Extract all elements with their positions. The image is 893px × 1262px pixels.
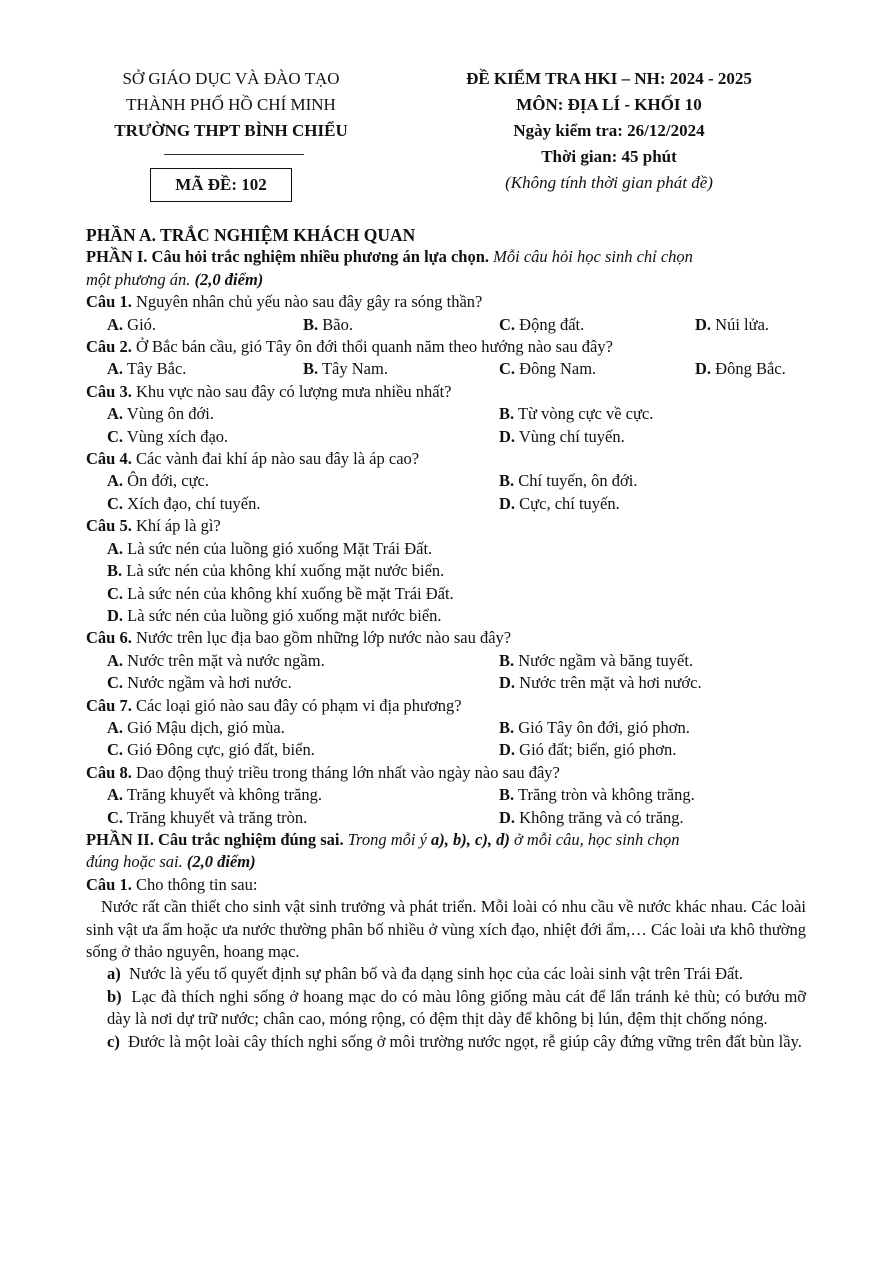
option-text: Xích đạo, chí tuyến. — [127, 493, 261, 513]
question-text: Các vành đai khí áp nào sau đây là áp cao? — [135, 449, 420, 469]
city-name: THÀNH PHỐ HỒ CHÍ MINH — [126, 95, 336, 114]
option-key: A. — [107, 785, 124, 805]
option-text: Đông Nam. — [519, 359, 597, 379]
part2-question-1 — [86, 874, 806, 896]
question-label: Câu 2. — [86, 337, 132, 357]
exam-code-box: MÃ ĐỀ: 102 — [150, 168, 292, 202]
option-key: D. — [499, 426, 516, 446]
option-key: B. — [303, 314, 319, 334]
question-text: Các loại gió nào sau đây có phạm vi địa phương? — [135, 695, 462, 715]
option-text: Gió Mậu dịch, gió mùa. — [127, 717, 285, 737]
option-key: A. — [107, 717, 124, 737]
exam-date: Ngày kiểm tra: 26/12/2024 — [513, 121, 705, 140]
answer-options-row — [86, 672, 806, 694]
option-key: C. — [107, 740, 124, 760]
question-stem — [86, 627, 806, 649]
answer-options-row — [86, 358, 806, 380]
option-key: B. — [107, 561, 123, 581]
answer-options-row — [86, 403, 806, 425]
question-label: Câu 7. — [86, 695, 132, 715]
answer-option — [107, 470, 499, 492]
statement-text: Lạc đà thích nghi sống ở hoang mạc do có màu lông giống màu cát để lẩn tránh kẻ thù; có bướu mỡ dày là nơi dự trữ nước; chân cao, móng rộng, có đệm thịt dày để không bị lún, đệm thịt chống nóng. — [107, 986, 806, 1029]
statement-text: Nước là yếu tố quyết định sự phân bố và đa dạng sinh học của các loài sinh vật trên Trái Đất. — [129, 964, 744, 984]
option-text: Nước trên mặt và nước ngầm. — [127, 650, 325, 670]
question-text: Khí áp là gì? — [135, 516, 221, 536]
statement-key: b) — [107, 986, 122, 1006]
part2-heading — [86, 829, 806, 851]
exam-body — [86, 224, 806, 1053]
question-stem — [86, 291, 806, 313]
department-name: SỞ GIÁO DỤC VÀ ĐÀO TẠO — [122, 69, 340, 88]
option-key: A. — [107, 538, 124, 558]
answer-option — [107, 539, 432, 558]
option-key: C. — [107, 583, 124, 603]
statement-list — [86, 963, 806, 1053]
option-key: B. — [499, 650, 515, 670]
part2-title: PHẦN II. Câu trắc nghiệm đúng sai. — [86, 829, 344, 849]
answer-option — [499, 403, 653, 425]
statement-item — [86, 1031, 806, 1053]
question-text: Dao động thuỷ triều trong tháng lớn nhất vào ngày nào sau đây? — [135, 762, 560, 782]
answer-option — [499, 807, 684, 829]
answer-option — [499, 314, 695, 336]
option-key: D. — [499, 807, 516, 827]
question-text: Khu vực nào sau đây có lượng mưa nhiều nhất? — [135, 381, 452, 401]
option-text: Núi lửa. — [715, 314, 770, 334]
question-stem — [86, 515, 806, 537]
option-key: D. — [695, 359, 712, 379]
exam-duration: Thời gian: 45 phút — [541, 147, 677, 166]
part1-heading — [86, 246, 806, 268]
answer-options-row — [86, 538, 806, 560]
option-text: Không trăng và có trăng. — [519, 807, 684, 827]
question-text: Nguyên nhân chủ yếu nào sau đây gây ra sóng thần? — [135, 292, 483, 312]
option-key: B. — [499, 785, 515, 805]
question-label: Câu 5. — [86, 516, 132, 536]
option-text: Ôn đới, cực. — [127, 471, 209, 491]
answer-option — [499, 672, 702, 694]
answer-option — [499, 493, 620, 515]
answer-option — [499, 470, 637, 492]
option-key: A. — [107, 359, 124, 379]
option-text: Vùng ôn đới. — [126, 404, 214, 424]
option-key: D. — [695, 314, 712, 334]
option-text: Gió Đông cực, gió đất, biển. — [127, 740, 315, 760]
question-label: Câu 1. — [86, 292, 132, 312]
option-text: Nước trên mặt và hơi nước. — [519, 673, 702, 693]
option-key: D. — [499, 493, 516, 513]
option-key: C. — [107, 426, 124, 446]
statement-key: a) — [107, 964, 121, 984]
option-text: Trăng khuyết và không trăng. — [126, 785, 322, 805]
part2-instruction-cont: đúng hoặc sai. — [86, 852, 183, 872]
answer-options-row — [86, 470, 806, 492]
option-text: Bão. — [322, 314, 353, 334]
option-key: D. — [107, 605, 124, 625]
part2-instruction-tail: ở mỗi câu, học sinh chọn — [513, 829, 680, 849]
answer-option — [107, 561, 444, 580]
option-text: Là sức nén của luồng gió xuống Mặt Trái Đất. — [127, 538, 433, 558]
option-text: Cực, chí tuyến. — [519, 493, 620, 513]
answer-options-row — [86, 583, 806, 605]
option-text: Gió đất; biển, gió phơn. — [519, 740, 677, 760]
option-key: D. — [499, 740, 516, 760]
question-stem — [86, 762, 806, 784]
part1-points: (2,0 điểm) — [194, 269, 264, 289]
answer-options-row — [86, 314, 806, 336]
answer-option — [107, 717, 499, 739]
option-text: Trăng tròn và không trăng. — [517, 785, 695, 805]
part2-points: (2,0 điểm) — [186, 852, 256, 872]
option-key: C. — [107, 673, 124, 693]
answer-option — [107, 584, 454, 603]
option-text: Nước ngầm và băng tuyết. — [518, 650, 694, 670]
part2-item-letters: a), b), c), d) — [431, 829, 510, 849]
question-text: Nước trên lục địa bao gồm những lớp nước nào sau đây? — [135, 628, 512, 648]
answer-option — [499, 739, 676, 761]
answer-option — [107, 606, 442, 625]
question-label: Câu 3. — [86, 381, 132, 401]
option-key: A. — [107, 404, 124, 424]
statement-item — [86, 986, 806, 1031]
part1-instruction-cont: một phương án. — [86, 269, 191, 289]
header-divider — [164, 154, 304, 155]
answer-option — [499, 784, 695, 806]
answer-option — [107, 314, 303, 336]
answer-options-row — [86, 784, 806, 806]
option-text: Tây Bắc. — [126, 359, 187, 379]
answer-options-row — [86, 560, 806, 582]
answer-options-row — [86, 807, 806, 829]
option-text: Là sức nén của không khí xuống bề mặt Trái Đất. — [127, 583, 454, 603]
answer-option — [107, 784, 499, 806]
issuer-header — [86, 66, 376, 144]
option-text: Là sức nén của không khí xuống mặt nước biển. — [126, 561, 445, 581]
answer-options-row — [86, 605, 806, 627]
question-text: Ở Bắc bán cầu, gió Tây ôn đới thổi quanh năm theo hướng nào sau đây? — [135, 337, 613, 357]
answer-option — [303, 314, 499, 336]
part2-heading-cont — [86, 851, 806, 873]
answer-options-row — [86, 493, 806, 515]
answer-option — [695, 358, 786, 380]
option-key: C. — [107, 493, 124, 513]
statement-item — [86, 963, 806, 985]
answer-options-row — [86, 717, 806, 739]
answer-option — [499, 717, 690, 739]
answer-option — [499, 426, 625, 448]
answer-option — [107, 807, 499, 829]
answer-options-row — [86, 739, 806, 761]
answer-option — [499, 650, 693, 672]
question-stem — [86, 381, 806, 403]
option-text: Tây Nam. — [321, 359, 388, 379]
option-key: B. — [499, 717, 515, 737]
part1-instruction: Mỗi câu hỏi học sinh chỉ chọn — [493, 247, 693, 267]
answer-option — [107, 493, 499, 515]
answer-option — [107, 650, 499, 672]
exam-header — [416, 66, 802, 196]
option-key: B. — [499, 471, 515, 491]
question-list — [86, 291, 806, 829]
part1-title: PHẦN I. Câu hỏi trắc nghiệm nhiều phương án lựa chọn. — [86, 247, 490, 267]
option-key: C. — [107, 807, 124, 827]
question-label: Câu 4. — [86, 449, 132, 469]
answer-options-row — [86, 650, 806, 672]
part1-heading-cont — [86, 269, 806, 291]
answer-option — [695, 314, 769, 336]
option-text: Là sức nén của luồng gió xuống mặt nước biển. — [127, 605, 442, 625]
option-key: B. — [499, 404, 515, 424]
option-key: A. — [107, 314, 124, 334]
option-text: Chí tuyến, ôn đới. — [518, 471, 638, 491]
section-a-title: PHẦN A. TRẮC NGHIỆM KHÁCH QUAN — [86, 225, 416, 245]
exam-duration-note: (Không tính thời gian phát đề) — [505, 173, 713, 192]
answer-option — [107, 358, 303, 380]
part2-instruction: Trong mỗi ý — [347, 829, 427, 849]
answer-option — [107, 426, 499, 448]
option-key: B. — [303, 359, 319, 379]
option-key: A. — [107, 471, 124, 491]
question-stem — [86, 336, 806, 358]
exam-subject: MÔN: ĐỊA LÍ - KHỐI 10 — [516, 95, 702, 114]
question-stem — [86, 448, 806, 470]
answer-option — [107, 403, 499, 425]
option-text: Từ vòng cực về cực. — [517, 404, 654, 424]
school-name: TRƯỜNG THPT BÌNH CHIỂU — [114, 121, 348, 140]
option-text: Vùng chí tuyến. — [518, 426, 625, 446]
option-key: C. — [499, 359, 516, 379]
answer-options-row — [86, 426, 806, 448]
statement-text: Đước là một loài cây thích nghi sống ở môi trường nước ngọt, rễ giúp cây đứng vững trên đất bùn lầy. — [128, 1031, 802, 1051]
answer-option — [499, 358, 695, 380]
exam-title: ĐỀ KIỂM TRA HKI – NH: 2024 - 2025 — [466, 69, 752, 88]
question-label: Câu 1. — [86, 874, 132, 894]
question-label: Câu 6. — [86, 628, 132, 648]
option-text: Vùng xích đạo. — [126, 426, 229, 446]
question-stem — [86, 695, 806, 717]
option-text: Gió Tây ôn đới, gió phơn. — [518, 717, 690, 737]
option-text: Gió. — [127, 314, 157, 334]
answer-option — [303, 358, 499, 380]
answer-option — [107, 672, 499, 694]
info-passage: Nước rất cần thiết cho sinh vật sinh trưởng và phát triển. Mỗi loài có nhu cầu về nước khác nhau. Các loài sinh vật ưa ẩm hoặc ưa nước thường phân bố nhiều ở vùng xích đạo, nhiệt đới ẩm,… Các loài ưa khô thường sống ở thảo nguyên, hoang mạc. — [86, 897, 806, 961]
option-key: D. — [499, 673, 516, 693]
answer-option — [107, 739, 499, 761]
option-text: Nước ngầm và hơi nước. — [127, 673, 292, 693]
option-key: C. — [499, 314, 516, 334]
question-text: Cho thông tin sau: — [135, 874, 258, 894]
option-text: Động đất. — [519, 314, 585, 334]
question-label: Câu 8. — [86, 762, 132, 782]
option-key: A. — [107, 650, 124, 670]
statement-key: c) — [107, 1031, 120, 1051]
option-text: Trăng khuyết và trăng tròn. — [126, 807, 308, 827]
option-text: Đông Bắc. — [715, 359, 786, 379]
